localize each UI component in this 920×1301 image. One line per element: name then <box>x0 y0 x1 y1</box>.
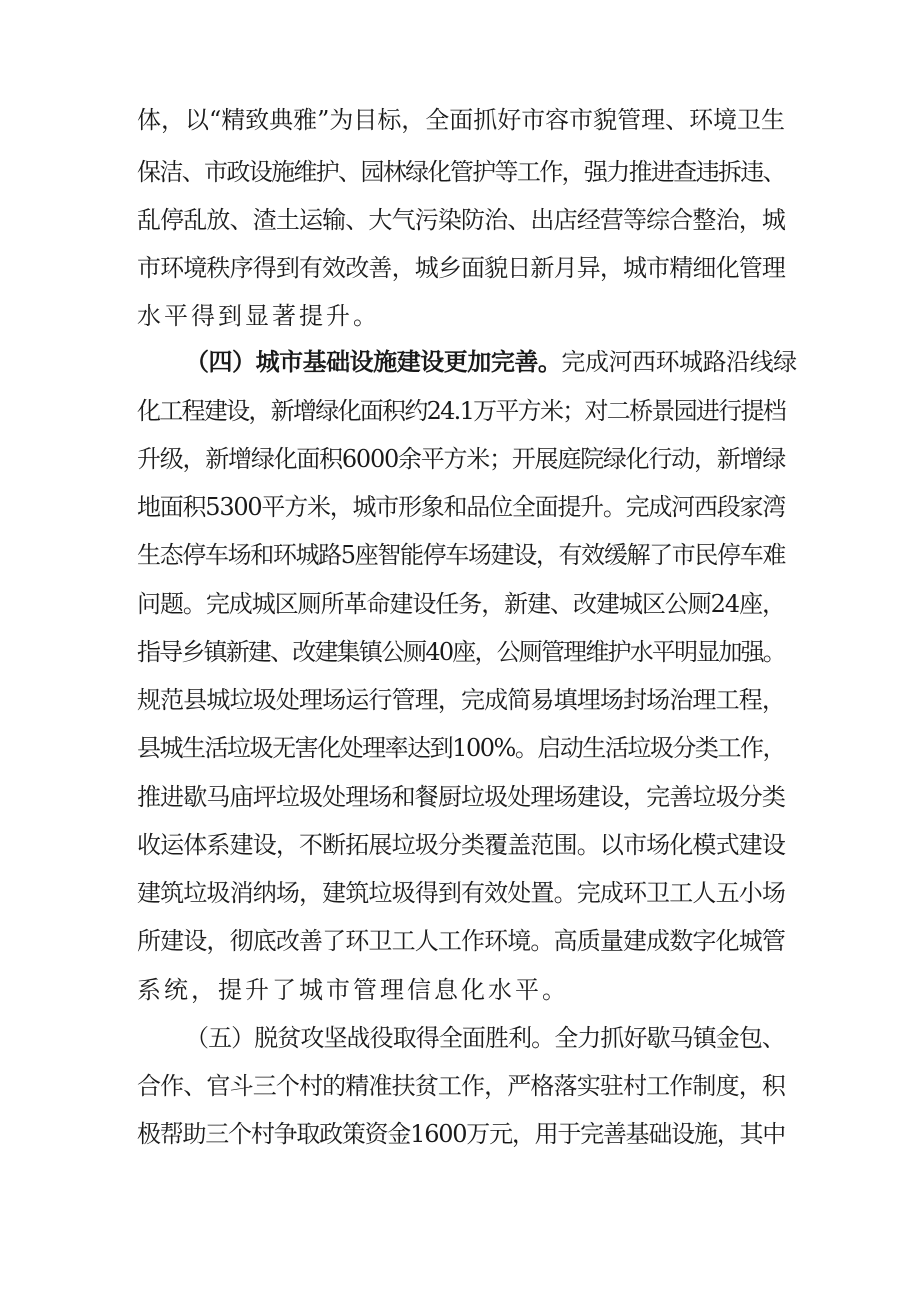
section-heading-line <box>0 342 920 382</box>
text-line-content: 升级，新增绿化面积6000余平方米；开展庭院绿化行动，新增绿 <box>137 445 785 473</box>
text-line-content: 完成河西环城路沿线绿 <box>561 348 797 376</box>
text-line-content: 所建设，彻底改善了环卫工人工作环境。高质量建成数字化城管 <box>137 927 785 955</box>
text-line <box>0 873 920 913</box>
text-line-content: 化工程建设，新增绿化面积约24.1万平方米；对二桥景园进行提档 <box>137 397 785 425</box>
text-line-content: 保洁、市政设施维护、园林绿化管护等工作，强力推进查违拆违、 <box>137 158 785 186</box>
text-line <box>0 100 920 140</box>
text-line-content: 市环境秩序得到有效改善，城乡面貌日新月异，城市精细化管理 <box>137 254 785 282</box>
text-line <box>0 825 920 865</box>
text-line-content: 推进歇马庙坪垃圾处理场和餐厨垃圾处理场建设，完善垃圾分类 <box>137 783 785 811</box>
text-line-content: 生态停车场和环城路5座智能停车场建设，有效缓解了市民停车难 <box>137 541 785 569</box>
text-line <box>0 296 920 336</box>
text-line <box>0 1114 920 1154</box>
text-line <box>0 391 920 431</box>
text-line <box>0 632 920 672</box>
text-line-content: 县城生活垃圾无害化处理率达到100%。启动生活垃圾分类工作， <box>137 734 785 762</box>
text-line-content: 乱停乱放、渣土运输、大气污染防治、出店经营等综合整治，城 <box>137 206 785 234</box>
text-line <box>0 487 920 527</box>
text-line <box>0 439 920 479</box>
text-line-content: （五）脱贫攻坚战役取得全面胜利。全力抓好歇马镇金包、 <box>185 1024 785 1052</box>
text-line-content: 规范县城垃圾处理场运行管理，完成简易填埋场封场治理工程， <box>137 686 785 714</box>
text-line <box>0 584 920 624</box>
text-line <box>0 1066 920 1106</box>
text-line <box>0 970 920 1010</box>
text-line <box>0 248 920 288</box>
text-line <box>0 921 920 961</box>
text-line-content: 收运体系建设，不断拓展垃圾分类覆盖范围。以市场化模式建设 <box>137 831 785 859</box>
text-line-content: 水平得到显著提升。 <box>137 302 380 330</box>
text-line <box>0 152 920 192</box>
text-line <box>0 680 920 720</box>
text-line <box>0 777 920 817</box>
text-line <box>0 728 920 768</box>
text-line <box>0 535 920 575</box>
text-line-content: 体，以“精致典雅”为目标，全面抓好市容市貌管理、环境卫生 <box>137 106 785 134</box>
text-line-content: 合作、官斗三个村的精准扶贫工作，严格落实驻村工作制度，积 <box>137 1072 785 1100</box>
text-line-content: 指导乡镇新建、改建集镇公厕40座，公厕管理维护水平明显加强。 <box>137 638 785 666</box>
text-line <box>0 200 920 240</box>
section-heading: （四）城市基础设施建设更加完善。 <box>185 347 562 376</box>
text-line-content: 极帮助三个村争取政策资金1600万元，用于完善基础设施，其中 <box>137 1120 785 1148</box>
text-line <box>0 1018 920 1058</box>
text-line-content: 系统，提升了城市管理信息化水平。 <box>137 976 569 1004</box>
text-line-content: 问题。完成城区厕所革命建设任务，新建、改建城区公厕24座， <box>137 590 785 618</box>
text-line-content: 建筑垃圾消纳场，建筑垃圾得到有效处置。完成环卫工人五小场 <box>137 879 785 907</box>
text-line-content: 地面积5300平方米，城市形象和品位全面提升。完成河西段家湾 <box>137 493 785 521</box>
